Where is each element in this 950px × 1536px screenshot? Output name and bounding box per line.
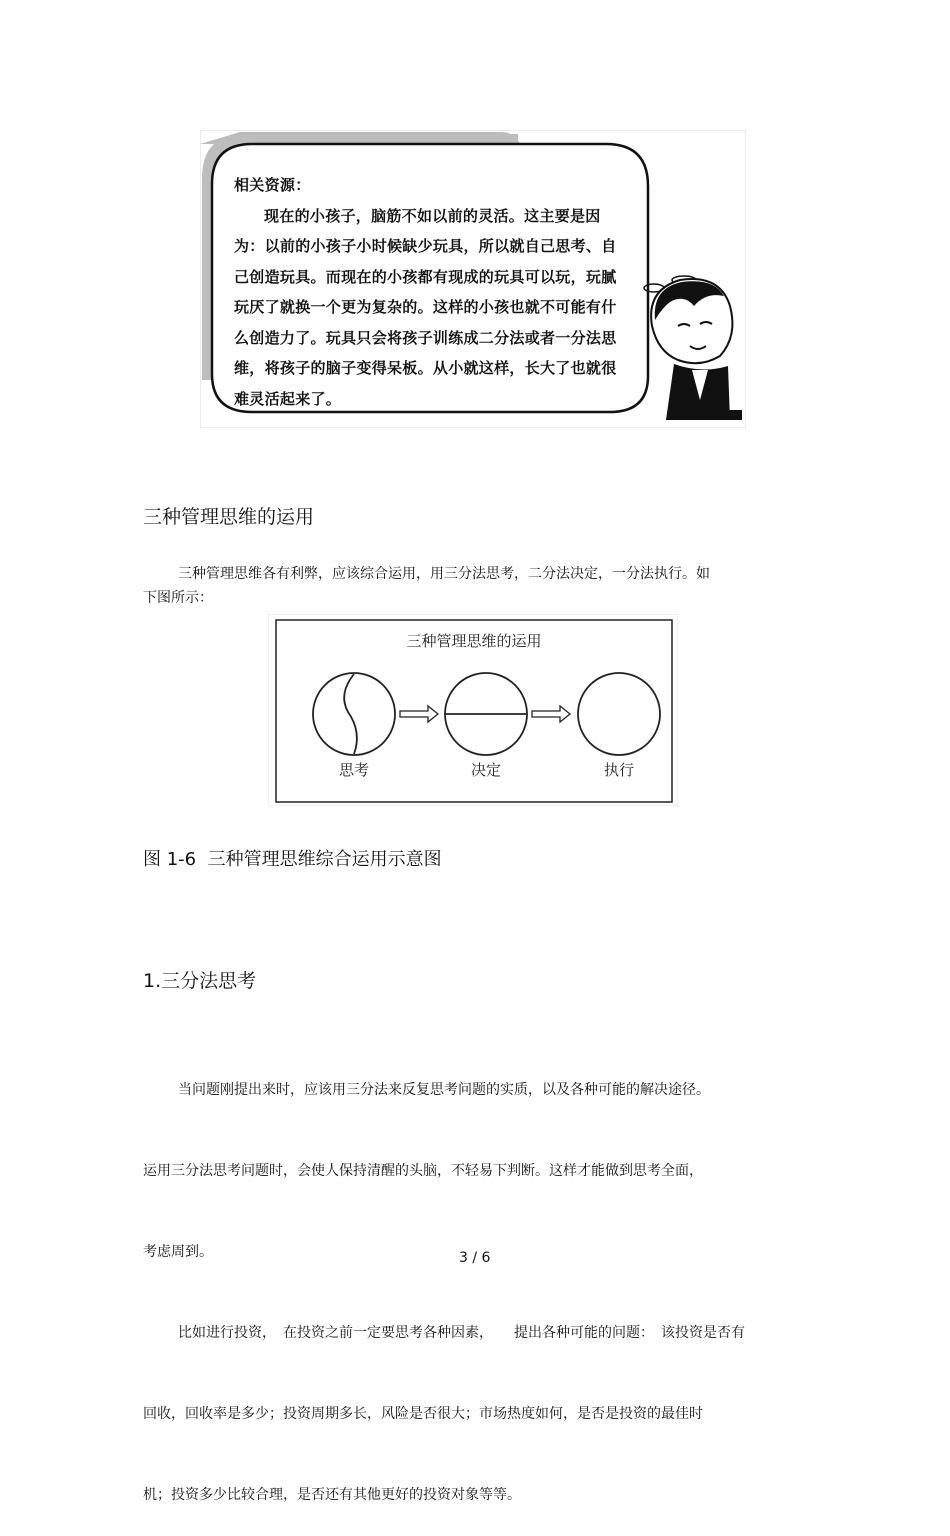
paragraph-line: 考虑周到。 (143, 1244, 213, 1260)
paragraph-line: 比如进行投资， 在投资之前一定要思考各种因素， 提出各种可能的问题： 该投资是否有 (178, 1325, 745, 1341)
paragraph-line: 三种管理思维各有利弊，应该综合运用，用三分法思考，二分法决定，一分法执行。如 (178, 566, 710, 582)
section-paragraph (143, 561, 763, 612)
diagram-label-decide: 决定 (470, 761, 502, 779)
page-number: 3 / 6 (459, 1250, 491, 1266)
figure-caption: 图 1-6 三种管理思维综合运用示意图 (143, 849, 442, 870)
paragraph-line: 运用三分法思考问题时，会使人保持清醒的头脑，不轻易下判断。这样才能做到思考全面， (143, 1163, 703, 1179)
section-title: 三种管理思维的运用 (143, 506, 315, 528)
paragraph-line: 当问题刚提出来时，应该用三分法来反复思考问题的实质，以及各种可能的解决途径。 (178, 1082, 710, 1098)
diagram-label-think: 思考 (338, 761, 370, 779)
management-thinking-diagram (268, 614, 678, 806)
section-title: 1.三分法思考 (143, 970, 257, 992)
execute-circle (578, 673, 660, 755)
paragraph-line: 下图所示： (143, 590, 213, 606)
paragraph-line: 机；投资多少比较合理，是否还有其他更好的投资对象等等。 (143, 1487, 521, 1503)
paragraph-line: 回收，回收率是多少；投资周期多长，风险是否很大；市场热度如何，是否是投资的最佳时 (143, 1406, 703, 1422)
callout-heading: 相关资源： (234, 176, 311, 194)
callout-body: 现在的小孩子，脑筋不如以前的灵活。这主要是因为：以前的小孩子小时候缺少玩具，所以就自己思考、自己创造玩具。而现在的小孩都有现成的玩具可以玩，玩腻玩厌了就换一个更为复杂的。这样的小孩也就不可能有什么创造力了。玩具只会将孩子训练成二分法或者一分法思维，将孩子的脑子变得呆板。从小就这样，长大了也就很难灵活起来了。 (234, 206, 617, 408)
think-circle (313, 673, 395, 755)
section-paragraph (143, 1023, 823, 1536)
diagram-label-execute: 执行 (603, 761, 635, 779)
callout-text (234, 170, 629, 414)
diagram-title: 三种管理思维的运用 (406, 632, 542, 650)
